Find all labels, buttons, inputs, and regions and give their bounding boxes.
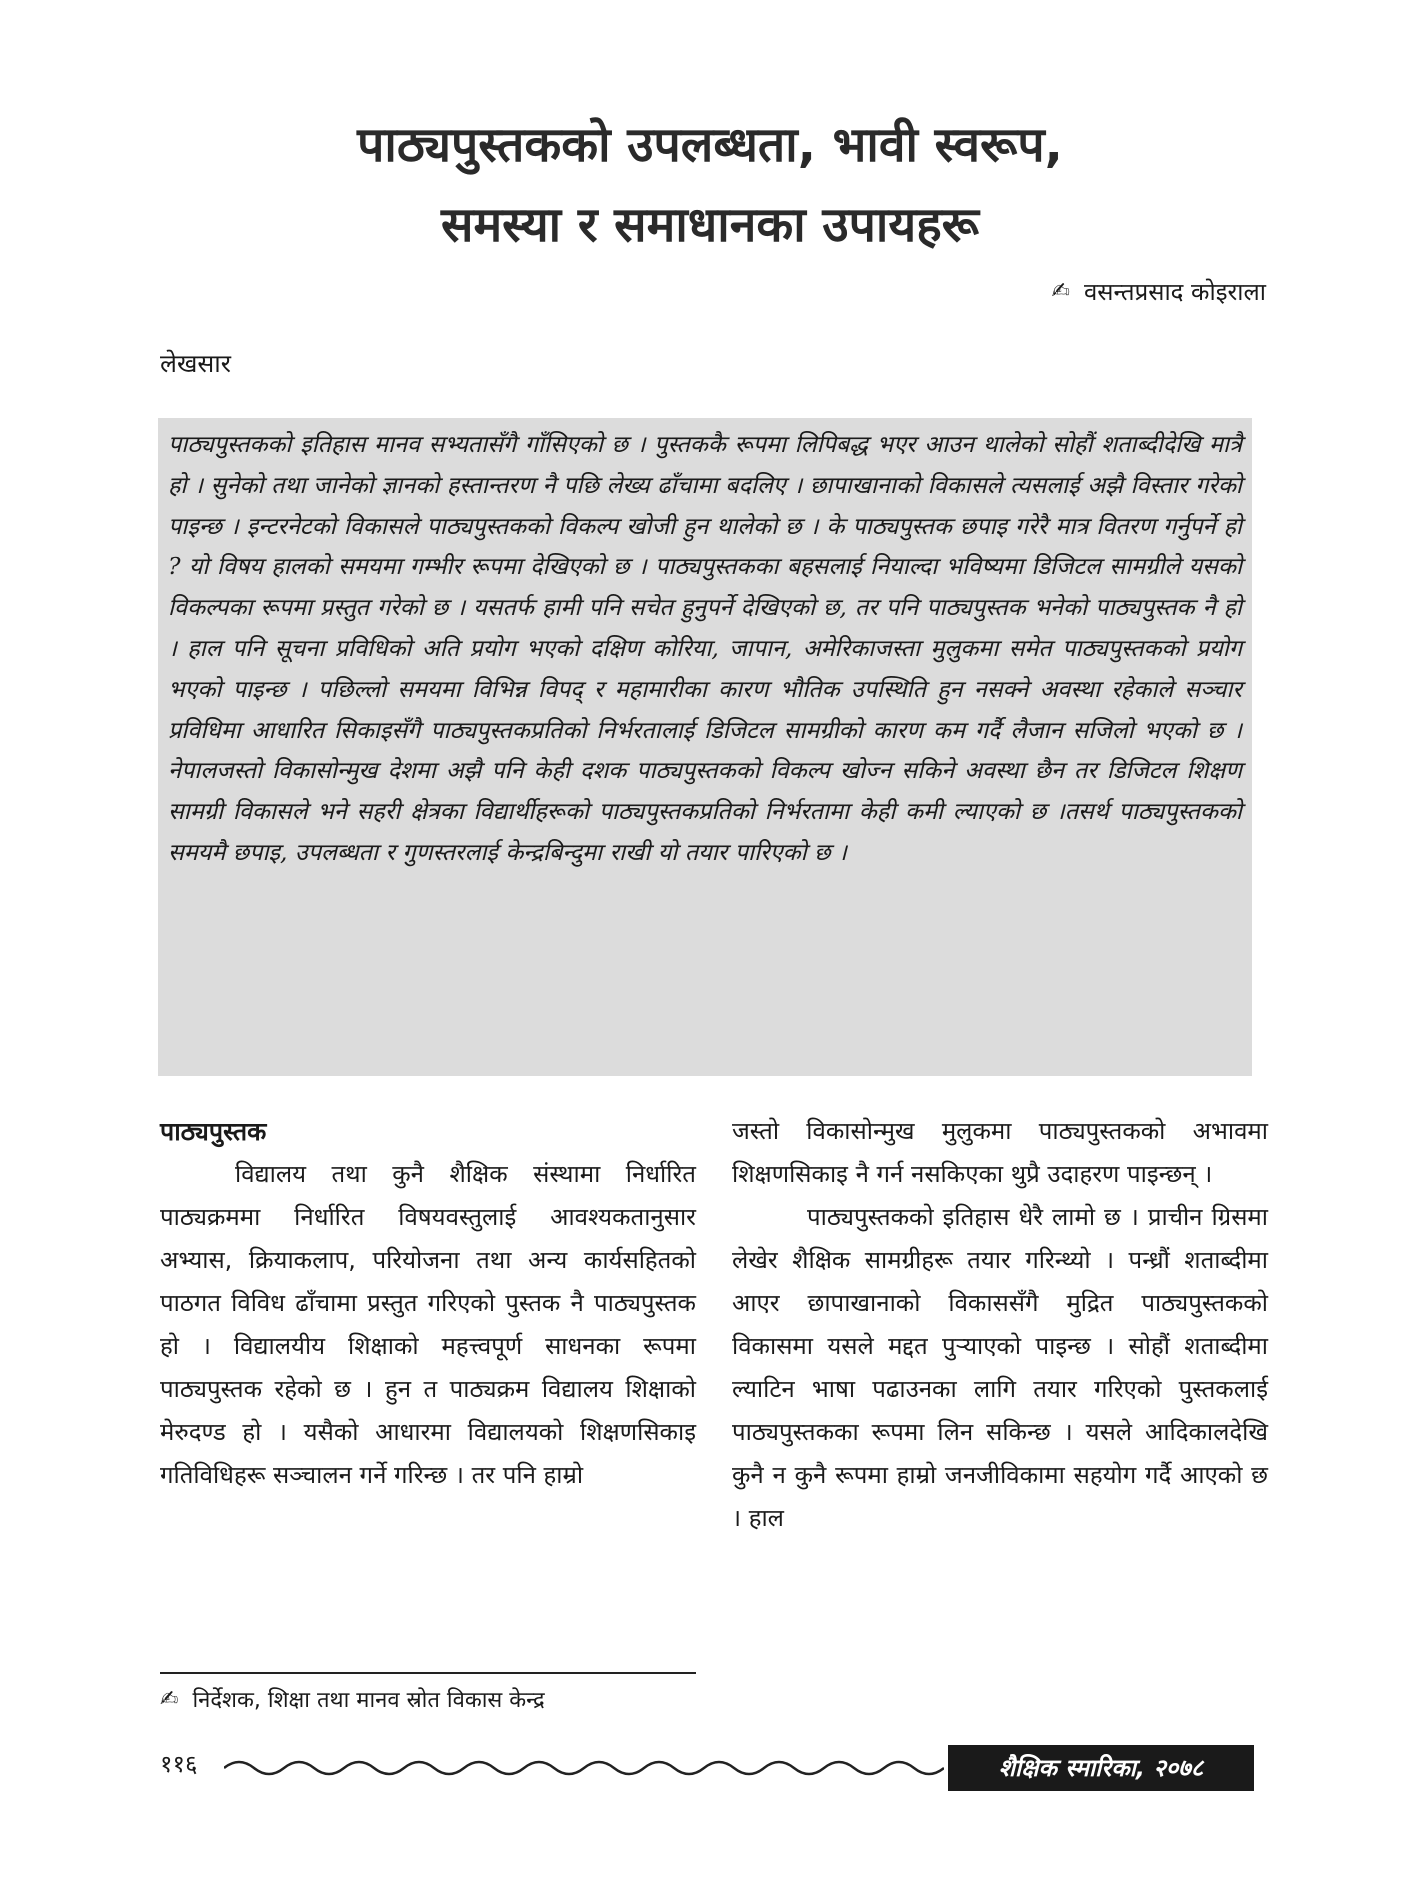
abstract-box [158, 418, 1252, 1076]
author-name: वसन्तप्रसाद कोइराला [1083, 278, 1266, 306]
section-heading: पाठ्यपुस्तक [160, 1117, 267, 1146]
page-footer [160, 1745, 1254, 1791]
body-paragraph: जस्तो विकासोन्मुख मुलुकमा पाठ्यपुस्तकको अभावमा शिक्षणसिकाइ नै गर्न नसकिएका थुप्रै उदाहरण पाइन्छन् । [732, 1117, 1268, 1188]
author-byline [1052, 275, 1267, 308]
journal-label: शैक्षिक स्मारिका, २०७८ [948, 1745, 1254, 1791]
footnote-text: निर्देशक, शिक्षा तथा मानव स्रोत विकास केन्द्र [192, 1688, 545, 1713]
abstract-label: लेखसार [160, 349, 232, 378]
pen-icon: ✍ [160, 1686, 179, 1712]
pen-icon: ✍ [1051, 279, 1070, 304]
article-title-line-2: समस्या र समाधानका उपायहरू [441, 197, 979, 253]
article-title-line-1: पाठ्यपुस्तकको उपलब्धता, भावी स्वरूप, [357, 117, 1063, 173]
footnote-divider [160, 1672, 696, 1674]
body-paragraph: विद्यालय तथा कुनै शैक्षिक संस्थामा निर्धारित पाठ्यक्रममा निर्धारित विषयवस्तुलाई आवश्यकतानुसार अभ्यास, क्रियाकलाप, परियोजना तथा अन्य कार्यसहितको पाठगत विविध ढाँचामा प्रस्तुत गरिएको पुस्तक नै पाठ्यपुस्तक हो । विद्यालयीय शिक्षाको महत्त्वपूर्ण साधनका रूपमा पाठ्यपुस्तक रहेको छ । हुन त पाठ्यक्रम विद्यालय शिक्षाको मेरुदण्ड हो । यसैको आधारमा विद्यालयको शिक्षणसिकाइ गतिविधिहरू सञ्चालन गर्ने गरिन्छ । तर पनि हाम्रो [160, 1160, 696, 1489]
article-title [160, 105, 1260, 265]
page-number: ११६ [160, 1750, 198, 1778]
body-column-right [732, 1110, 1268, 1540]
body-paragraph: पाठ्यपुस्तकको इतिहास धेरै लामो छ । प्राचीन ग्रिसमा लेखेर शैक्षिक सामग्रीहरू तयार गरिन्थ्यो । पन्ध्रौं शताब्दीमा आएर छापाखानाको विकाससँगै मुद्रित पाठ्यपुस्तकको विकासमा यसले मद्दत पुर्‍याएको पाइन्छ । सोहौं शताब्दीमा ल्याटिन भाषा पढाउनका लागि तयार गरिएको पुस्तकलाई पाठ्यपुस्तकका रूपमा लिन सकिन्छ । यसले आदिकालदेखि कुनै न कुनै रूपमा हाम्रो जनजीविकामा सहयोग गर्दै आएको छ । हाल [732, 1203, 1268, 1532]
wavy-divider [224, 1753, 944, 1783]
footnote [160, 1684, 545, 1714]
body-column-left [160, 1110, 696, 1497]
abstract-text: पाठ्यपुस्तकको इतिहास मानव सभ्यतासँगै गाँसिएको छ । पुस्तककै रूपमा लिपिबद्ध भएर आउन थालेको सोहौं शताब्दीदेखि मात्रै हो । सुनेको तथा जानेको ज्ञानको हस्तान्तरण नै पछि लेख्य ढाँचामा बदलिए । छापाखानाको विकासले त्यसलाई अझै विस्तार गरेको पाइन्छ । इन्टरनेटको विकासले पाठ्यपुस्तकको विकल्प खोजी हुन थालेको छ । के पाठ्यपुस्तक छपाइ गरेरै मात्र वितरण गर्नुपर्ने हो ? यो विषय हालको समयमा गम्भीर रूपमा देखिएको छ । पाठ्यपुस्तकका बहसलाई नियाल्दा भविष्यमा डिजिटल सामग्रीले यसको विकल्पका रूपमा प्रस्तुत गरेको छ । यसतर्फ हामी पनि सचेत हुनुपर्ने देखिएको छ, तर पनि पाठ्यपुस्तक भनेको पाठ्यपुस्तक नै हो । हाल पनि सूचना प्रविधिको अति प्रयोग भएको दक्षिण कोरिया, जापान, अमेरिकाजस्ता मुलुकमा समेत पाठ्यपुस्तकको प्रयोग भएको पाइन्छ । पछिल्लो समयमा विभिन्न विपद् र महामारीका कारण भौतिक उपस्थिति हुन नसक्ने अवस्था रहेकाले सञ्चार प्रविधिमा आधारित सिकाइसँगै पाठ्यपुस्तकप्रतिको निर्भरतालाई डिजिटल सामग्रीको कारण कम गर्दै लैजान सजिलो भएको छ । नेपालजस्तो विकासोन्मुख देशमा अझै पनि केही दशक पाठ्यपुस्तकको विकल्प खोज्न सकिने अवस्था छैन तर डिजिटल शिक्षण सामग्री विकासले भने सहरी क्षेत्रका विद्यार्थीहरूको पाठ्यपुस्तकप्रतिको निर्भरतामा केही कमी ल्याएको छ ।तसर्थ पाठ्यपुस्तकको समयमै छपाइ, उपलब्धता र गुणस्तरलाई केन्द्रबिन्दुमा राखी यो तयार पारिएको छ । [168, 430, 1242, 866]
